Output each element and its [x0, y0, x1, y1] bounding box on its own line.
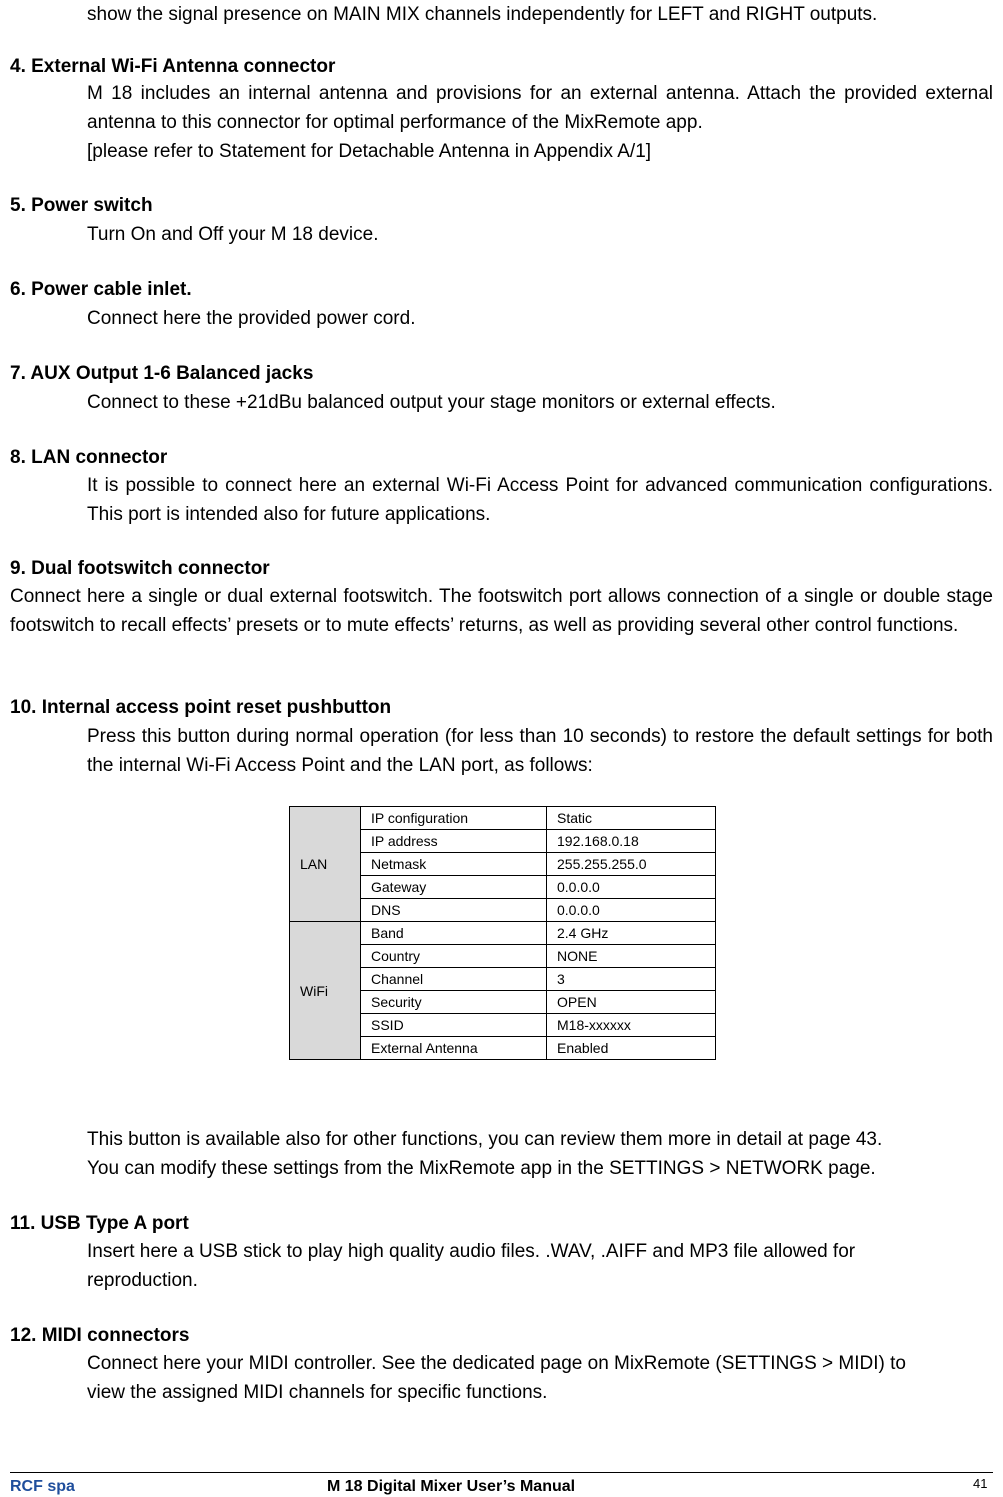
setting-value: 0.0.0.0 [547, 899, 716, 922]
section-text-power-switch: Turn On and Off your M 18 device. [87, 224, 379, 245]
group-label-lan: LAN [290, 807, 361, 922]
setting-value: Static [547, 807, 716, 830]
footer-divider [10, 1472, 993, 1473]
section-text-reset-button: Press this button during normal operation (for less than 10 seconds) to restore the default settings for both the internal Wi-Fi Access Point and the LAN port, as follows: [87, 726, 993, 776]
after-table-line-2: You can modify these settings from the MixRemote app in the SETTINGS > NETWORK page. [87, 1158, 876, 1179]
section-text-usb-1: Insert here a USB stick to play high quality audio files. .WAV, .AIFF and MP3 file allowed for [87, 1241, 856, 1262]
section-title-aux-output: 7. AUX Output 1-6 Balanced jacks [10, 363, 314, 384]
section-title-usb: 11. USB Type A port [10, 1213, 189, 1234]
table-row-lan [290, 807, 716, 830]
setting-name: Netmask [361, 853, 547, 876]
section-text-aux-output: Connect to these +21dBu balanced output your stage monitors or external effects. [87, 392, 776, 413]
section-title-antenna: 4. External Wi-Fi Antenna connector [10, 56, 336, 77]
section-title-lan: 8. LAN connector [10, 447, 168, 468]
section-text-antenna: M 18 includes an internal antenna and provisions for an external antenna. Attach the provided external antenna to this connector for optimal performance of the MixRemote app. [87, 83, 993, 133]
section-text-midi-2: view the assigned MIDI channels for specific functions. [87, 1382, 548, 1403]
section-text-power-inlet: Connect here the provided power cord. [87, 308, 416, 329]
setting-value: 2.4 GHz [547, 922, 716, 945]
after-table-line-1: This button is available also for other functions, you can review them more in detail at page 43. [87, 1129, 883, 1150]
section-note-antenna: [please refer to Statement for Detachable Antenna in Appendix A/1] [87, 141, 652, 162]
footer-company: RCF spa [10, 1478, 75, 1495]
setting-name: External Antenna [361, 1037, 547, 1060]
section-title-reset-button: 10. Internal access point reset pushbutton [10, 697, 392, 718]
footer-manual-title: M 18 Digital Mixer User’s Manual [327, 1478, 576, 1495]
section-title-power-switch: 5. Power switch [10, 195, 153, 216]
page-number: 41 [973, 1476, 988, 1491]
setting-value: Enabled [547, 1037, 716, 1060]
setting-value: M18-xxxxxx [547, 1014, 716, 1037]
setting-name: IP configuration [361, 807, 547, 830]
section-title-power-inlet: 6. Power cable inlet. [10, 279, 192, 300]
setting-name: Band [361, 922, 547, 945]
setting-name: DNS [361, 899, 547, 922]
setting-value: NONE [547, 945, 716, 968]
intro-line: show the signal presence on MAIN MIX channels independently for LEFT and RIGHT outputs. [87, 4, 878, 25]
setting-value: 255.255.255.0 [547, 853, 716, 876]
setting-name: Gateway [361, 876, 547, 899]
setting-name: SSID [361, 1014, 547, 1037]
setting-value: 192.168.0.18 [547, 830, 716, 853]
setting-value: OPEN [547, 991, 716, 1014]
table-row-wifi [290, 922, 716, 945]
network-defaults-table [289, 806, 716, 1060]
setting-name: IP address [361, 830, 547, 853]
setting-name: Country [361, 945, 547, 968]
section-text-lan: It is possible to connect here an external Wi-Fi Access Point for advanced communication configurations. This port is intended also for future applications. [87, 475, 993, 525]
section-text-midi-1: Connect here your MIDI controller. See the dedicated page on MixRemote (SETTINGS > MIDI) to [87, 1353, 906, 1374]
section-text-footswitch: Connect here a single or dual external footswitch. The footswitch port allows connection of a single or double stage footswitch to recall effects’ presets or to mute effects’ returns, as well as providing several other control functions. [10, 586, 993, 636]
section-title-midi: 12. MIDI connectors [10, 1325, 190, 1346]
setting-value: 0.0.0.0 [547, 876, 716, 899]
section-title-footswitch: 9. Dual footswitch connector [10, 558, 270, 579]
setting-name: Channel [361, 968, 547, 991]
group-label-wifi: WiFi [290, 922, 361, 1060]
section-text-usb-2: reproduction. [87, 1270, 198, 1291]
setting-value: 3 [547, 968, 716, 991]
setting-name: Security [361, 991, 547, 1014]
